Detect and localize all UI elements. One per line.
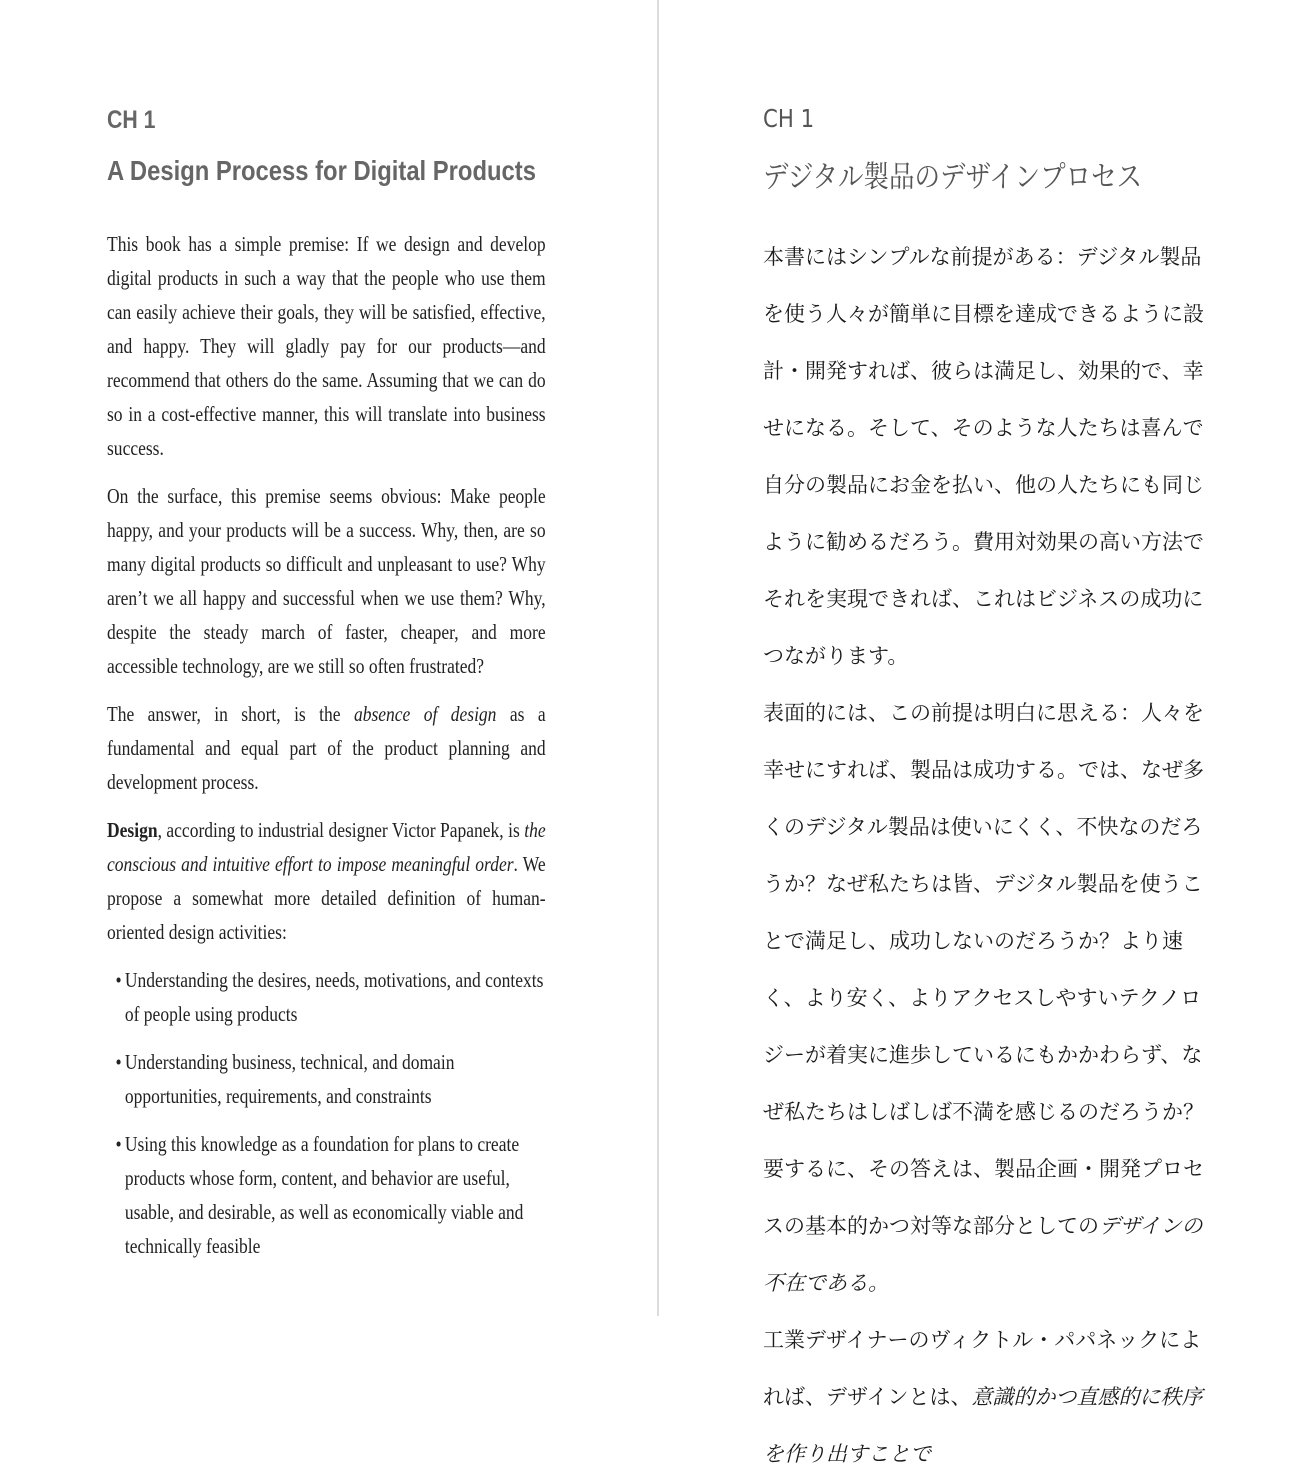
list-item-text: Understanding business, technical, and domain opportunities, requirements, and constraints: [124, 1052, 455, 1108]
answer-text-2: as a fundamental and equal part of the product planning and development process.: [107, 704, 546, 794]
definition-quote: the conscious and intuitive effort to impose meaningful order: [107, 820, 546, 876]
paragraph-surface: On the surface, this premise seems obvious: Make people happy, and your products will be a success. Why, then, are so many digital products so difficult and unpleasant to use? Why aren’t we all happy and successful when we use them? Why, despite the steady march of faster, cheaper, and more accessible technology, are we still so often frustrated?: [107, 486, 546, 678]
paragraph-premise: This book has a simple premise: If we design and develop digital products in such a way that the people who use them can easily achieve their goals, they will be satisfied, effective, and happy. They will gladly pay for our products—and recommend that others do the same. Assuming that we can do so in a cost-effective manner, this will translate into business success.: [107, 234, 546, 460]
list-item-text: Using this knowledge as a foundation for plans to create products whose form, content, and behavior are useful, usable, and desirable, as well as economically viable and technically feasible: [124, 1134, 524, 1258]
body-text: [107, 228, 546, 1278]
paragraph-answer: [107, 698, 546, 800]
jp-body-text: [763, 229, 1204, 1483]
jp-paragraph-answer: [763, 1141, 1204, 1312]
jp-answer-text: 要するに、その答えは、製品企画・開発プロセスの基本的かつ対等な部分としての: [763, 1157, 1204, 1238]
jp-definition-quote: 意識的かつ直感的に秩序を作り出すことで: [763, 1385, 1203, 1466]
jp-paragraph-design-definition: [763, 1312, 1204, 1483]
jp-chapter-number: CH 1: [763, 104, 815, 133]
bullet-icon: •: [115, 1052, 122, 1074]
design-activities-list: [107, 964, 546, 1264]
list-item-text: Understanding the desires, needs, motivations, and contexts of people using products: [124, 970, 544, 1026]
jp-paragraph-premise: 本書にはシンプルな前提がある：デジタル製品を使う人々が簡単に目標を達成できるように設計・開発すれば、彼らは満足し、効果的で、幸せになる。そして、そのような人たちは喜んで自分の製品にお金を払い、他の人たちにも同じように勧めるだろう。費用対効果の高い方法でそれを実現できれば、これはビジネスの成功につながります。: [763, 245, 1204, 668]
answer-text-1: The answer, in short, is the: [107, 704, 354, 726]
paragraph-design-definition: [107, 814, 546, 950]
jp-definition-text: 工業デザイナーのヴィクトル・パパネックによれば、デザインとは、: [763, 1328, 1202, 1409]
jp-answer-emphasis: デザインの不在である。: [763, 1214, 1203, 1295]
definition-text-1: , according to industrial designer Victor Papanek, is: [157, 820, 525, 842]
list-item: [107, 964, 546, 1032]
chapter-number: CH 1: [107, 106, 156, 134]
bullet-icon: •: [115, 970, 122, 992]
list-item: [107, 1128, 546, 1264]
chapter-title: A Design Process for Digital Products: [107, 155, 536, 186]
page-divider: [657, 0, 659, 1316]
left-page: [0, 0, 657, 1316]
jp-paragraph-surface: 表面的には、この前提は明白に思える：人々を幸せにすれば、製品は成功する。では、なぜ多くのデジタル製品は使いにくく、不快なのだろうか？なぜ私たちは皆、デジタル製品を使うことで満足し、成功しないのだろうか？より速く、より安く、よりアクセスしやすいテクノロジーが着実に進歩しているにもかかわらず、なぜ私たちはしばしば不満を感じるのだろうか？: [763, 701, 1204, 1124]
list-item: [107, 1046, 546, 1114]
design-term: Design: [107, 820, 158, 842]
answer-emphasis: absence of design: [353, 704, 497, 726]
definition-text-2: . We propose a somewhat more detailed definition of human-oriented design activities:: [107, 854, 546, 944]
bullet-icon: •: [115, 1134, 122, 1156]
jp-chapter-title: デジタル製品のデザインプロセス: [763, 160, 1143, 195]
